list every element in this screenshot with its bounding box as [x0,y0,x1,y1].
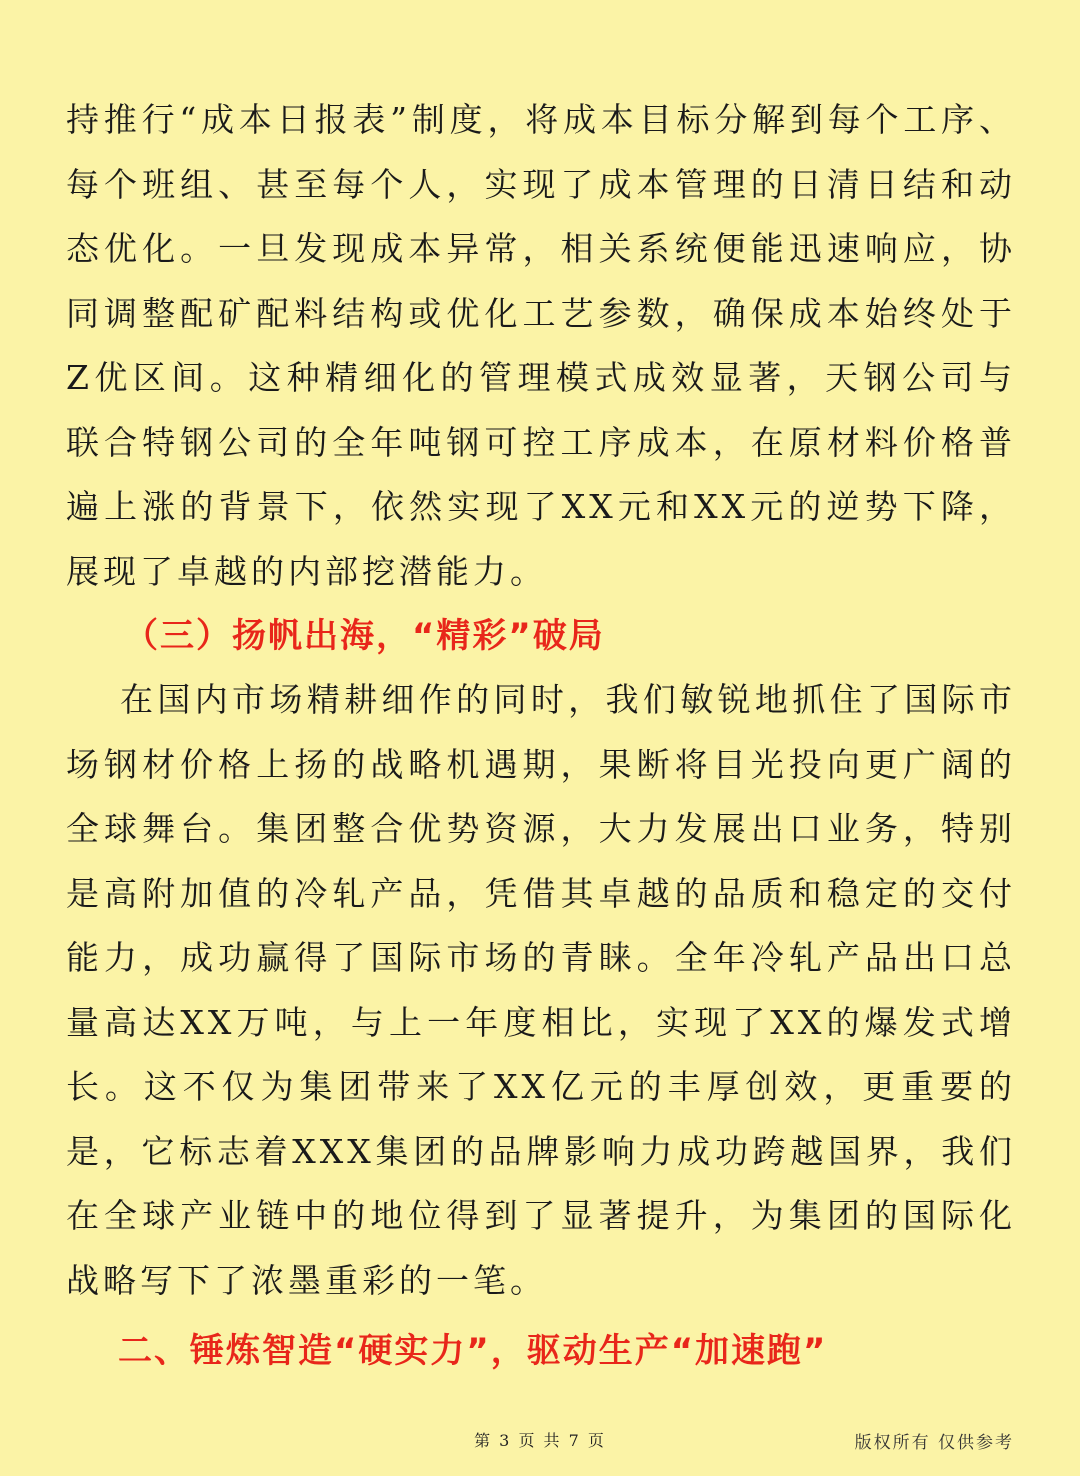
paragraph-continuation: 持推行“成本日报表”制度，将成本目标分解到每个工序、每个班组、甚至每个人，实现了成本管理的日清日结和动态优化。一旦发现成本异常，相关系统便能迅速响应，协同调整配矿配料结构或优化工艺参数，确保成本始终处于Z优区间。这种精细化的管理模式成效显著，天钢公司与联合特钢公司的全年吨钢可控工序成本，在原材料价格普遍上涨的背景下，依然实现了XX元和XX元的逆势下降，展现了卓越的内部挖潜能力。 [66,100,1016,591]
paragraph-section-3: 在国内市场精耕细作的同时，我们敏锐地抓住了国际市场钢材价格上扬的战略机遇期，果断将目光投向更广阔的全球舞台。集团整合优势资源，大力发展出口业务，特别是高附加值的冷轧产品，凭借其卓越的品质和稳定的交付能力，成功赢得了国际市场的青睐。全年冷轧产品出口总量高达XX万吨，与上一年度相比，实现了XX的爆发式增长。这不仅为集团带来了XX亿元的丰厚创效，更重要的是，它标志着XXX集团的品牌影响力成功跨越国界，我们在全球产业链中的地位得到了显著提升，为集团的国际化战略写下了浓墨重彩的一笔。 [66,680,1016,1300]
document-page [66,88,1016,1383]
copyright-notice: 版权所有 仅供参考 [854,1433,1014,1453]
section-heading-3: （三）扬帆出海，“精彩”破局 [124,616,605,656]
part-heading-2: 二、锤炼智造“硬实力”，驱动生产“加速跑” [118,1331,828,1371]
page-number: 第 3 页 共 7 页 [474,1431,606,1450]
page-footer [0,1428,1080,1456]
